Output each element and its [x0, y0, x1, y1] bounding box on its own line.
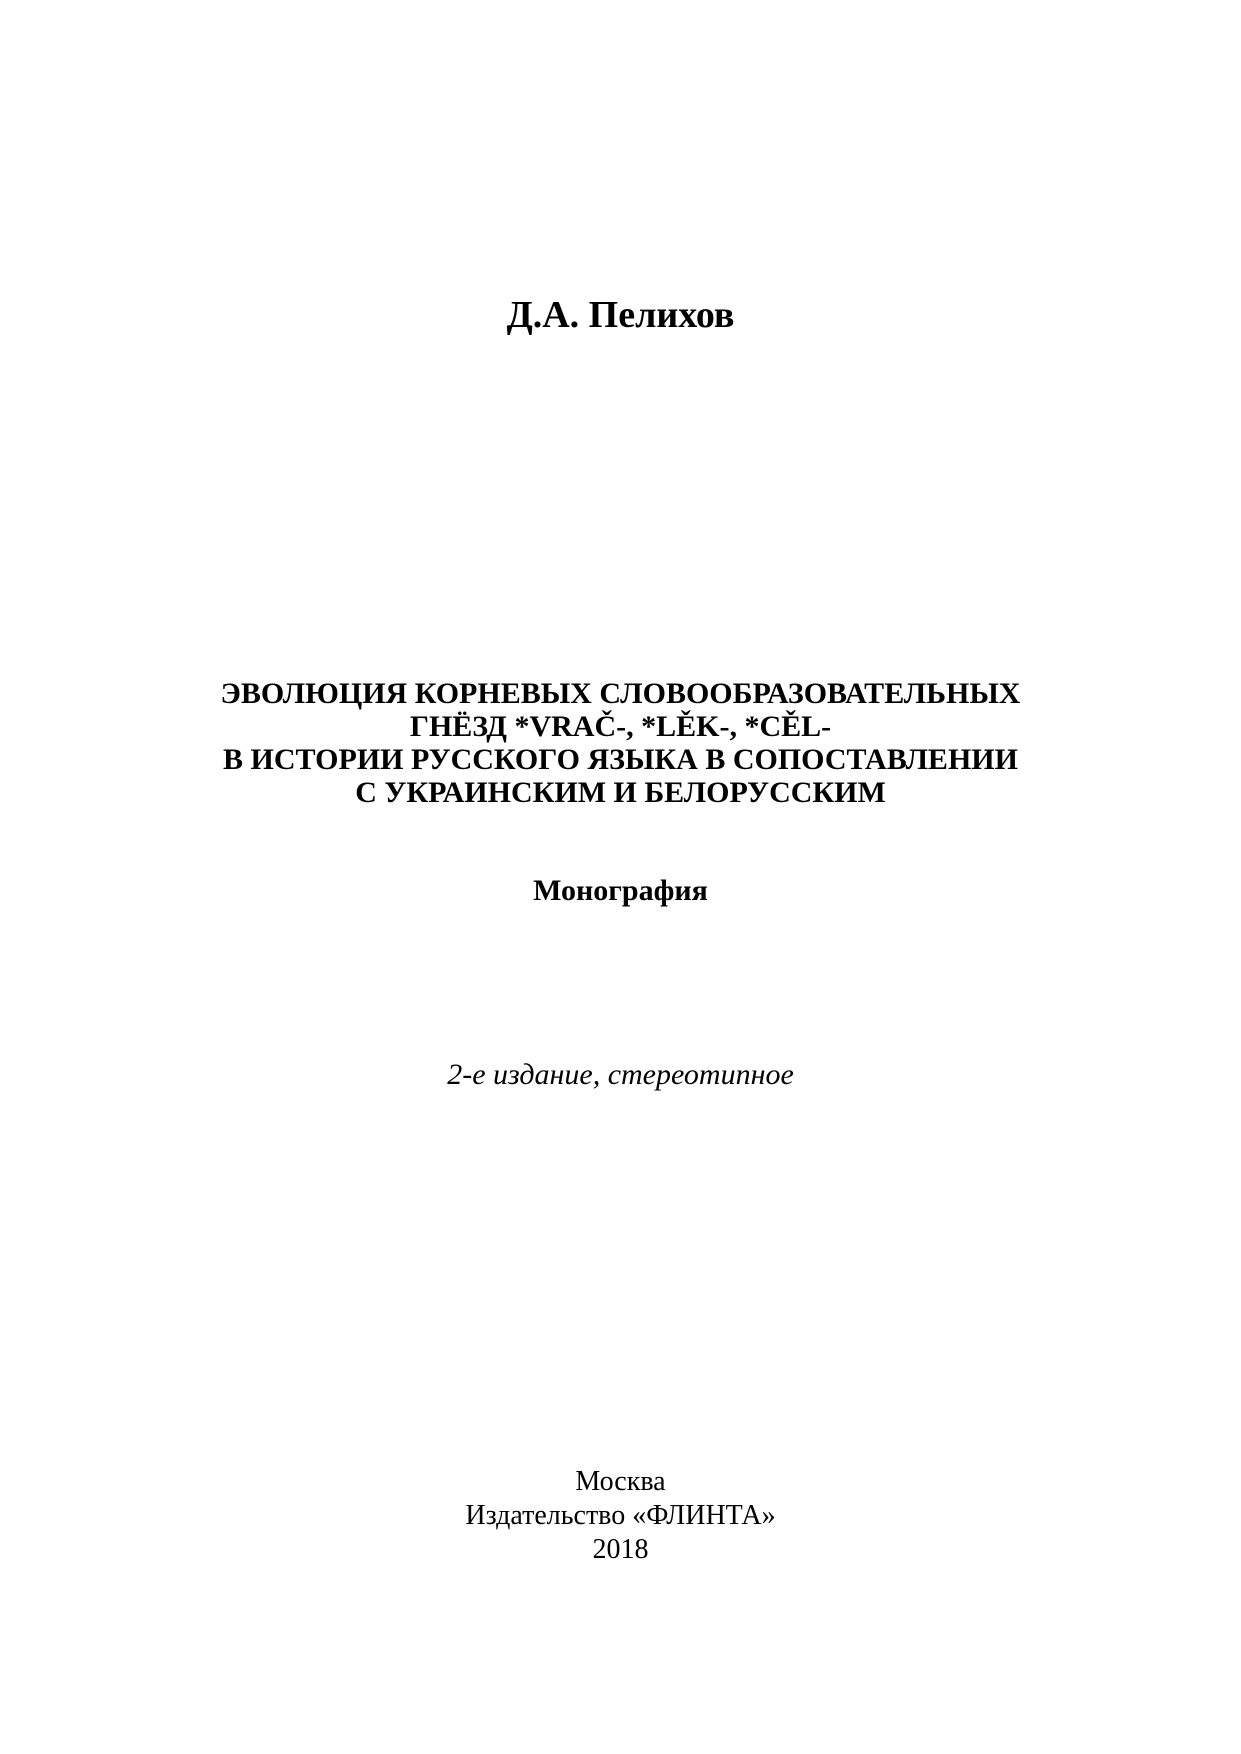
- imprint-year: 2018: [592, 1534, 649, 1565]
- book-title-line: В ИСТОРИИ РУССКОГО ЯЗЫКА В СОПОСТАВЛЕНИИ: [223, 743, 1018, 776]
- genre-label: Монография: [533, 874, 708, 907]
- book-title-line: С УКРАИНСКИМ И БЕЛОРУССКИМ: [355, 776, 886, 809]
- book-title-line: ЭВОЛЮЦИЯ КОРНЕВЫХ СЛОВООБРАЗОВАТЕЛЬНЫХ: [220, 677, 1021, 710]
- book-title-line: ГНЁЗД *VRAČ-, *LĚK-, *CĚL-: [409, 710, 832, 743]
- book-title: [0, 677, 1241, 809]
- edition-note: 2-е издание, стереотипное: [447, 1058, 794, 1091]
- imprint-publisher: Издательство «ФЛИНТА»: [465, 1500, 776, 1531]
- publication-imprint: [0, 1465, 1241, 1567]
- author-name: Д.А. Пелихов: [506, 294, 735, 336]
- imprint-city: Москва: [575, 1466, 666, 1497]
